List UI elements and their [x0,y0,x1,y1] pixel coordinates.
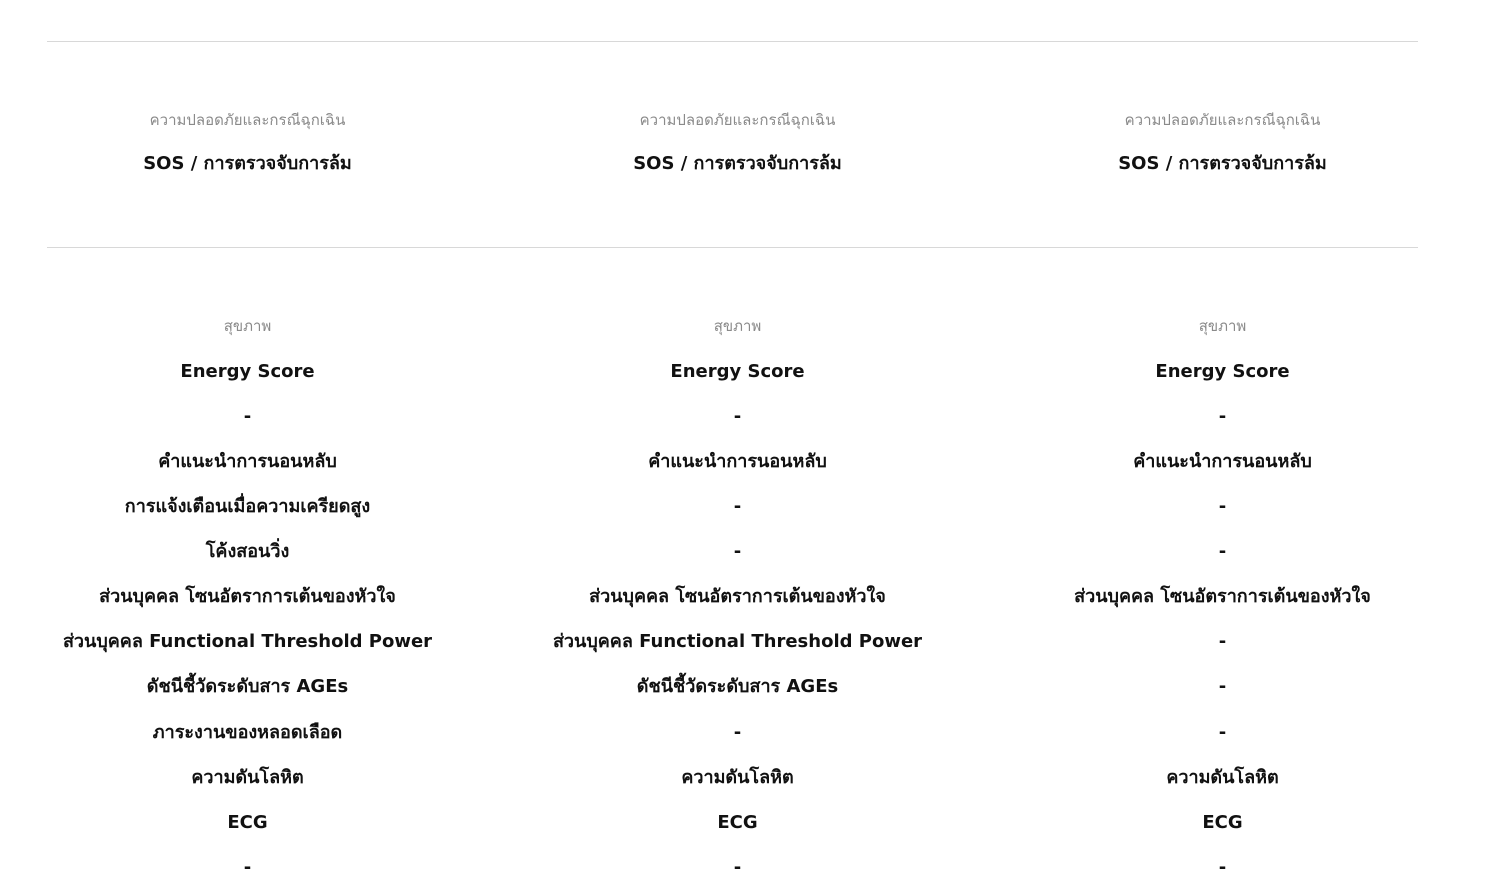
category-label: ความปลอดภัยและกรณีฉุกเฉิน [639,111,836,129]
feature-cell: - [1218,857,1227,878]
feature-cell: Energy Score [670,361,805,382]
feature-cell: การแจ้งเตือนเมื่อความเครียดสูง [124,496,371,517]
feature-cell: - [733,857,742,878]
feature-cell: คำแนะนำการนอนหลับ [158,451,337,472]
feature-cell: ส่วนบุคคล Functional Threshold Power [552,631,923,652]
feature-cell: ส่วนบุคคล โซนอัตราการเต้นของหัวใจ [589,586,886,607]
feature-row [0,537,1465,567]
feature-cell: โค้งสอนวิ่ง [205,541,290,562]
feature-cell: ดัชนีชี้วัดระดับสาร AGEs [146,676,349,697]
feature-cell: - [1218,496,1227,517]
feature-cell: คำแนะนำการนอนหลับ [648,451,827,472]
feature-cell: ความดันโลหิต [1166,767,1279,788]
category-label: สุขภาพ [223,317,272,335]
section-divider-top [47,41,1418,42]
category-row [0,105,1465,135]
feature-row [0,447,1465,477]
feature-cell: Energy Score [1155,361,1290,382]
feature-row [0,718,1465,748]
feature-cell: - [1218,676,1227,697]
feature-cell: - [1218,406,1227,427]
feature-cell: - [733,541,742,562]
feature-cell: Energy Score [180,361,315,382]
feature-cell: ส่วนบุคคล โซนอัตราการเต้นของหัวใจ [1074,586,1371,607]
feature-row [0,672,1465,702]
feature-cell: คำแนะนำการนอนหลับ [1133,451,1312,472]
feature-cell: - [243,857,252,878]
feature-cell: - [1218,541,1227,562]
feature-cell: SOS / การตรวจจับการล้ม [633,153,842,174]
feature-cell: ภาระงานของหลอดเลือด [152,722,343,743]
section-divider-middle [47,247,1418,248]
feature-cell: SOS / การตรวจจับการล้ม [143,153,352,174]
feature-row [0,627,1465,657]
category-label: ความปลอดภัยและกรณีฉุกเฉิน [1124,111,1321,129]
feature-cell: ECG [1202,812,1243,833]
feature-row [0,357,1465,387]
feature-cell: ECG [717,812,758,833]
feature-row [0,492,1465,522]
feature-cell: SOS / การตรวจจับการล้ม [1118,153,1327,174]
feature-row [0,808,1465,838]
feature-row [0,582,1465,612]
feature-cell: ส่วนบุคคล โซนอัตราการเต้นของหัวใจ [99,586,396,607]
feature-row [0,763,1465,793]
feature-row [0,149,1465,179]
feature-cell: ความดันโลหิต [191,767,304,788]
category-row [0,311,1465,341]
feature-row [0,402,1465,432]
feature-cell: ECG [227,812,268,833]
category-label: สุขภาพ [713,317,762,335]
feature-cell: ส่วนบุคคล Functional Threshold Power [62,631,433,652]
feature-cell: - [733,496,742,517]
feature-cell: - [733,722,742,743]
feature-cell: - [1218,631,1227,652]
feature-cell: ดัชนีชี้วัดระดับสาร AGEs [636,676,839,697]
category-label: สุขภาพ [1198,317,1247,335]
feature-cell: - [733,406,742,427]
feature-cell: - [243,406,252,427]
category-label: ความปลอดภัยและกรณีฉุกเฉิน [149,111,346,129]
feature-cell: ความดันโลหิต [681,767,794,788]
feature-row [0,853,1465,883]
feature-cell: - [1218,722,1227,743]
